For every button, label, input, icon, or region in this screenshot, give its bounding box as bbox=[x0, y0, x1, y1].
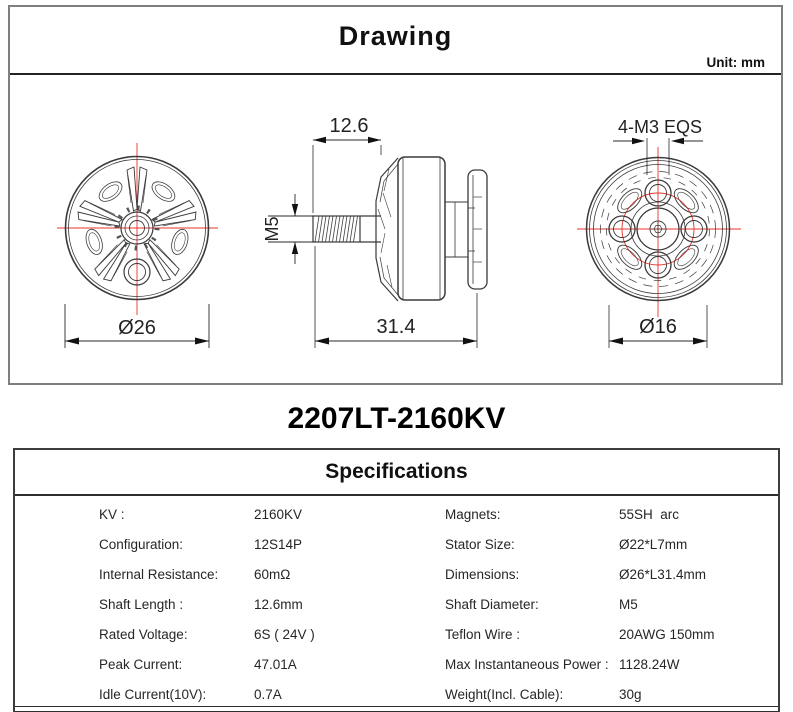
spec-label: Configuration: bbox=[99, 537, 184, 552]
spec-value: 6S ( 24V ) bbox=[254, 627, 315, 642]
side-view-line-art bbox=[313, 157, 487, 301]
spec-value: 12S14P bbox=[254, 537, 303, 552]
dim-label-thread: M5 bbox=[262, 216, 282, 242]
spec-label: Shaft Diameter: bbox=[445, 597, 539, 612]
spec-label: Teflon Wire : bbox=[445, 627, 521, 642]
spec-label: Max Instantaneous Power : bbox=[445, 657, 609, 672]
spec-value: 0.7A bbox=[254, 687, 282, 702]
spec-value: M5 bbox=[619, 597, 638, 612]
spec-label: Dimensions: bbox=[445, 567, 520, 582]
spec-label: Weight(Incl. Cable): bbox=[445, 687, 564, 702]
spec-value: 20AWG 150mm bbox=[619, 627, 715, 642]
spec-value: 47.01A bbox=[254, 657, 297, 672]
spec-label: Shaft Length : bbox=[99, 597, 184, 612]
specifications-header-divider bbox=[15, 494, 778, 496]
spec-value: 30g bbox=[619, 687, 642, 702]
spec-value: 12.6mm bbox=[254, 597, 303, 612]
spec-row-rated-voltage bbox=[15, 620, 778, 650]
spec-label: KV : bbox=[99, 507, 125, 522]
spec-label: Peak Current: bbox=[99, 657, 183, 672]
front-view-centerlines bbox=[57, 143, 218, 315]
specifications-panel bbox=[13, 448, 780, 712]
spec-label: Idle Current(10V): bbox=[99, 687, 207, 702]
dim-label-shaft-length: 12.6 bbox=[329, 115, 369, 137]
dim-label-front-diameter: Ø26 bbox=[118, 317, 156, 339]
spec-label: Rated Voltage: bbox=[99, 627, 188, 642]
back-view-centerlines bbox=[577, 147, 741, 317]
spec-label: Stator Size: bbox=[445, 537, 515, 552]
specifications-title: Specifications bbox=[325, 460, 468, 483]
spec-row-kv bbox=[15, 500, 778, 530]
spec-label: Internal Resistance: bbox=[99, 567, 219, 582]
spec-value: 1128.24W bbox=[619, 657, 680, 672]
drawing-header-divider bbox=[10, 73, 781, 75]
model-title: 2207LT-2160KV bbox=[287, 402, 506, 435]
spec-value: Ø26*L31.4mm bbox=[619, 567, 707, 582]
spec-row-internal-resistance bbox=[15, 560, 778, 590]
side-view-drawing bbox=[262, 105, 497, 353]
back-view-drawing bbox=[575, 105, 750, 355]
spec-row-configuration bbox=[15, 530, 778, 560]
unit-label: Unit: mm bbox=[706, 55, 765, 70]
dim-label-total-length: 31.4 bbox=[376, 316, 416, 338]
spec-row-shaft-length bbox=[15, 590, 778, 620]
spec-row-peak-current bbox=[15, 650, 778, 680]
spec-label: Magnets: bbox=[445, 507, 501, 522]
drawing-panel-title: Drawing bbox=[338, 21, 453, 51]
spec-value: 2160KV bbox=[254, 507, 303, 522]
specs-row-divider bbox=[15, 706, 778, 707]
spec-value: Ø22*L7mm bbox=[619, 537, 688, 552]
front-view-drawing bbox=[50, 128, 225, 360]
spec-value: 60mΩ bbox=[254, 567, 291, 582]
dim-label-bolt-circle: Ø16 bbox=[639, 316, 677, 338]
dim-label-mount-holes: 4-M3 EQS bbox=[617, 117, 703, 137]
spec-value: 55SH arc bbox=[619, 507, 680, 522]
